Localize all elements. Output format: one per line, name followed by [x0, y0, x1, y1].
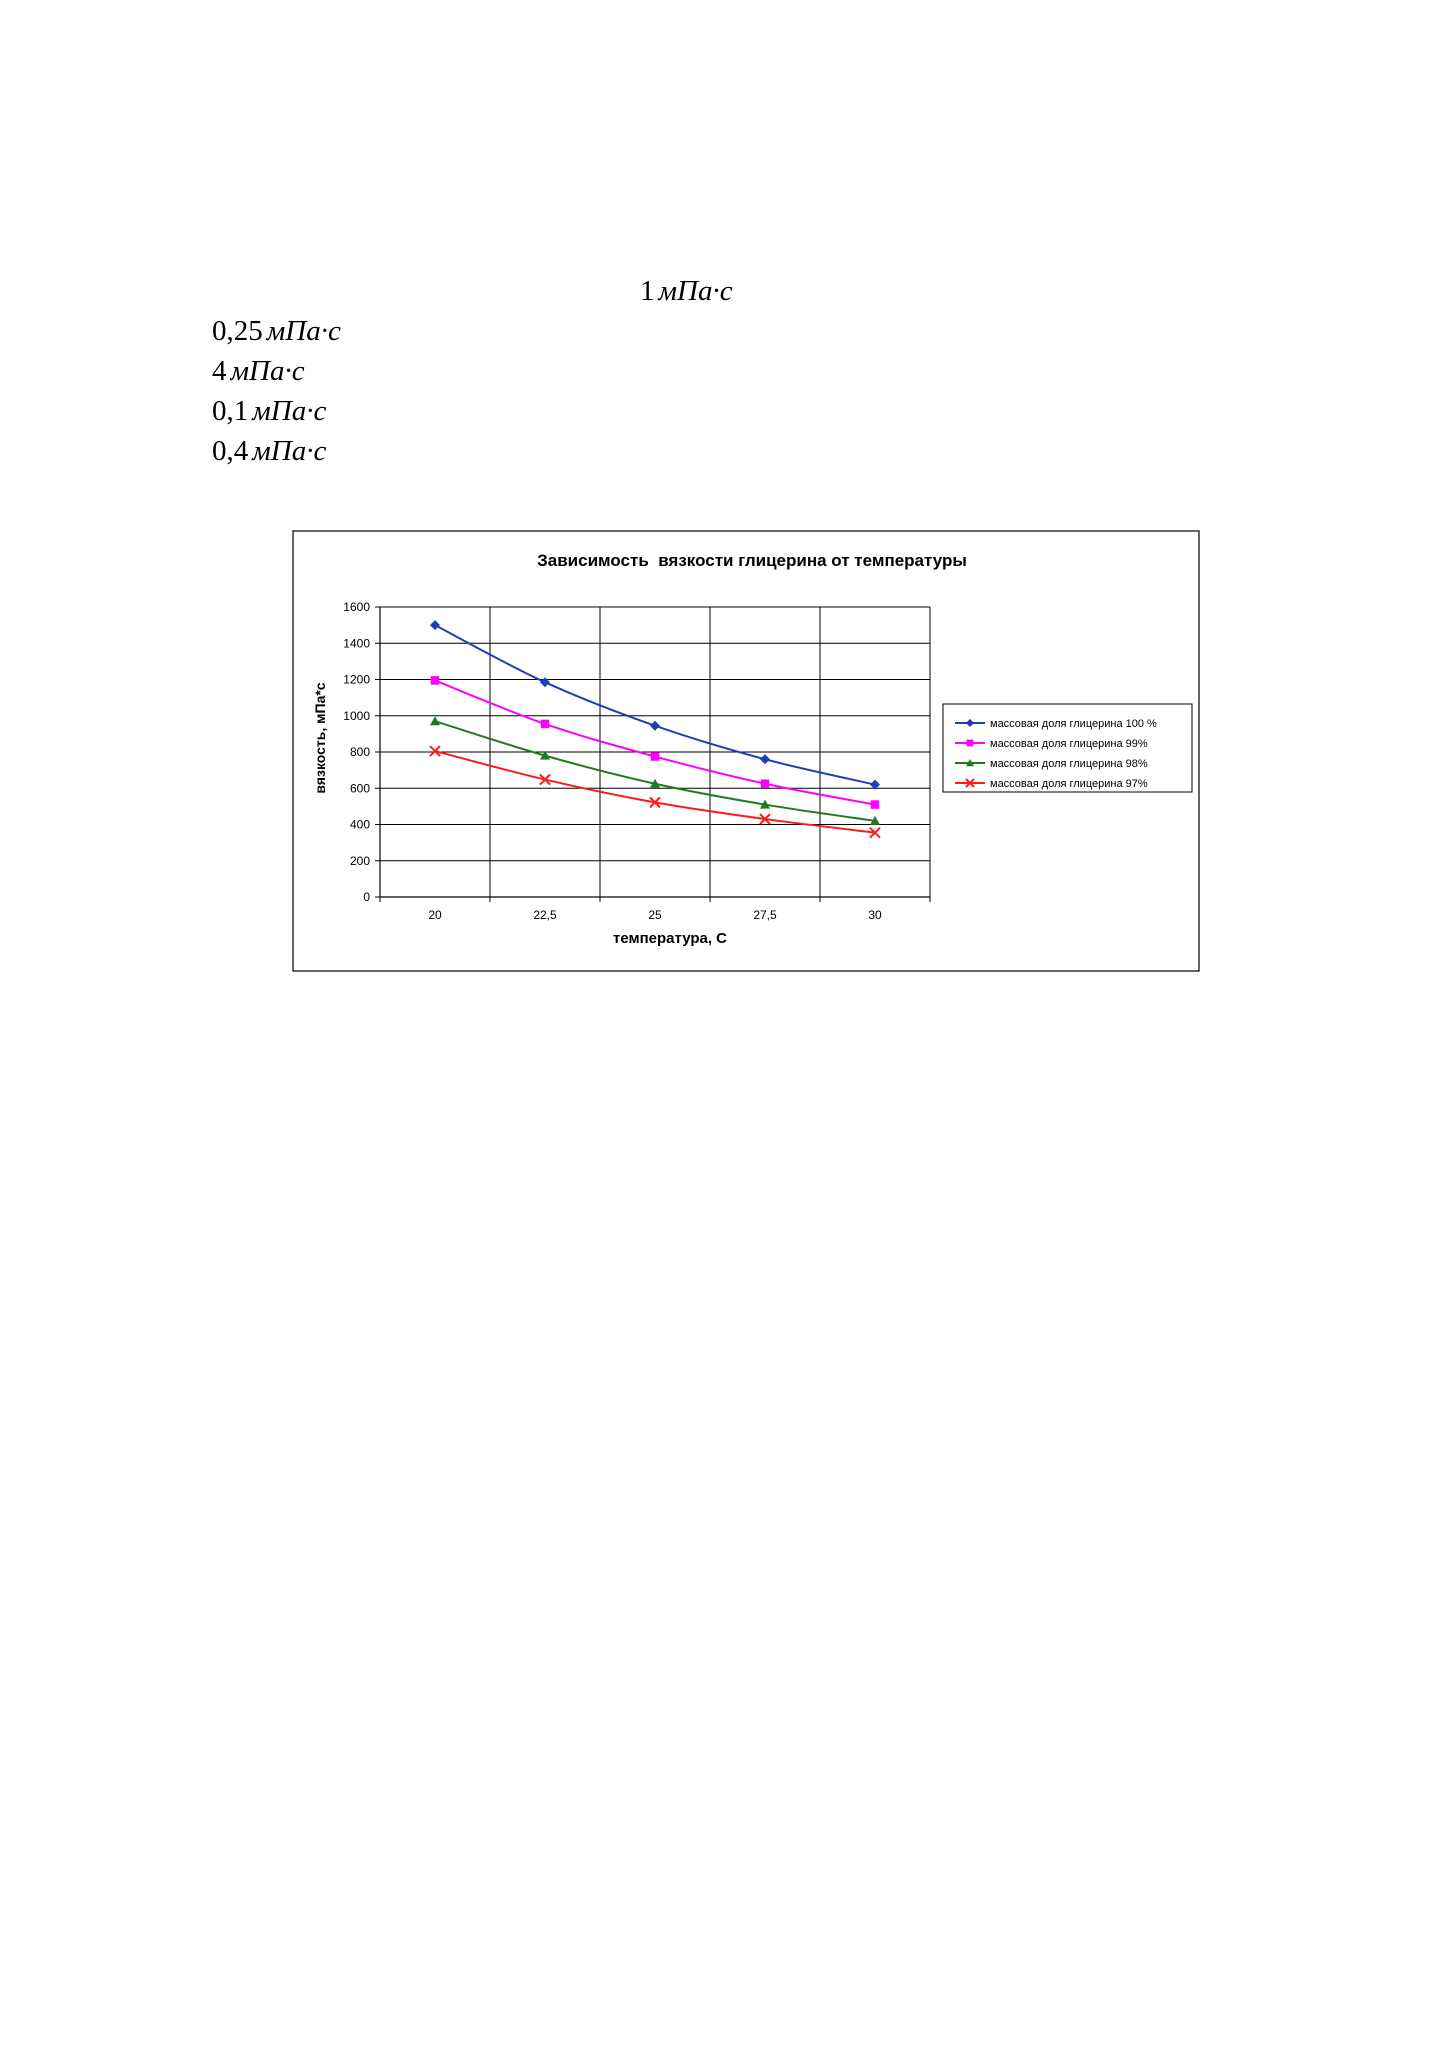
legend-label: массовая доля глицерина 100 % [990, 718, 1157, 730]
y-tick-label: 0 [363, 890, 370, 904]
x-tick-label: 30 [868, 908, 882, 922]
formula-unit: мПа·с [252, 435, 327, 467]
y-tick-label: 1000 [343, 708, 370, 723]
y-tick-label: 600 [349, 781, 370, 796]
y-axis-label: вязкость, мПа*с [312, 682, 328, 794]
plot-grid [380, 607, 930, 897]
x-axis-label: температура, С [612, 930, 728, 947]
legend-label: массовая доля глицерина 99% [990, 738, 1148, 750]
x-tick-label: 27,5 [753, 908, 777, 922]
formula-number: 0,25 [212, 315, 263, 347]
x-tick-label: 20 [428, 908, 442, 922]
data-point [541, 720, 550, 729]
chart-title: Зависимость вязкости глицерина от температуры [537, 551, 967, 570]
formula-number: 4 [212, 355, 227, 387]
y-tick-label: 200 [349, 853, 370, 868]
x-tick-label: 25 [648, 908, 662, 922]
formula-number: 1 [640, 275, 655, 307]
formula-unit: мПа·с [658, 275, 733, 307]
formula-unit: мПа·с [252, 395, 327, 427]
legend-label: массовая доля глицерина 98% [990, 758, 1148, 770]
formula-number: 0,1 [212, 395, 249, 427]
y-tick-label: 1600 [343, 600, 370, 614]
y-tick-label: 400 [349, 817, 370, 832]
formula-number: 0,4 [212, 435, 249, 467]
data-point [761, 779, 770, 788]
legend-label: массовая доля глицерина 97% [990, 778, 1148, 790]
legend-marker [967, 740, 974, 747]
y-tick-label: 800 [349, 745, 370, 759]
legend [943, 704, 1192, 792]
x-tick-label: 22,5 [533, 908, 557, 922]
data-point [651, 752, 660, 761]
formula-unit: мПа·с [230, 355, 305, 387]
y-tick-label: 1400 [343, 636, 370, 651]
y-tick-label: 1200 [343, 672, 370, 687]
data-point [431, 676, 440, 685]
data-point [871, 800, 880, 809]
formula-unit: мПа·с [266, 315, 341, 347]
